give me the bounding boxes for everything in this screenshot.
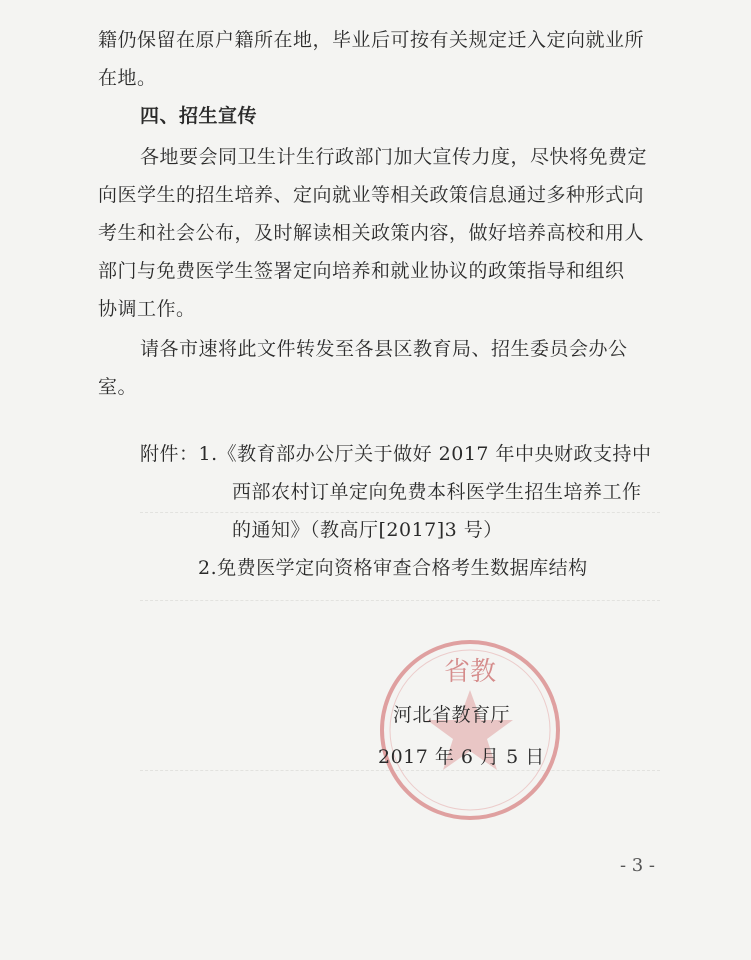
attachment-line: 2.免费医学定向资格审查合格考生数据库结构 [198, 557, 588, 579]
signature-date: 2017 年 6 月 5 日 [378, 746, 545, 768]
seal-text: 省教 [443, 657, 497, 687]
official-seal-icon [375, 635, 565, 825]
body-line: 在地。 [98, 67, 157, 89]
signature-org: 河北省教育厅 [393, 704, 511, 726]
section-heading: 四、招生宣传 [140, 105, 258, 127]
attachment-line: 的通知》（教高厅[2017]3 号） [232, 519, 503, 541]
body-line: 部门与免费医学生签署定向培养和就业协议的政策指导和组织 [98, 260, 625, 282]
body-line: 各地要会同卫生计生行政部门加大宣传力度，尽快将免费定 [140, 146, 648, 168]
attachment-line: 西部农村订单定向免费本科医学生招生培养工作 [232, 481, 642, 503]
body-line: 考生和社会公布，及时解读相关政策内容，做好培养高校和用人 [98, 222, 645, 244]
body-line: 籍仍保留在原户籍所在地，毕业后可按有关规定迁入定向就业所 [98, 29, 645, 51]
body-line: 向医学生的招生培养、定向就业等相关政策信息通过多种形式向 [98, 184, 645, 206]
body-line: 室。 [98, 376, 138, 398]
body-line: 协调工作。 [98, 298, 196, 320]
body-line: 请各市速将此文件转发至各县区教育局、招生委员会办公 [140, 338, 628, 360]
attachment-line: 附件：1.《教育部办公厅关于做好 2017 年中央财政支持中 [140, 443, 652, 465]
bleed-through-text [140, 600, 660, 611]
page-number: - 3 - [619, 855, 655, 876]
